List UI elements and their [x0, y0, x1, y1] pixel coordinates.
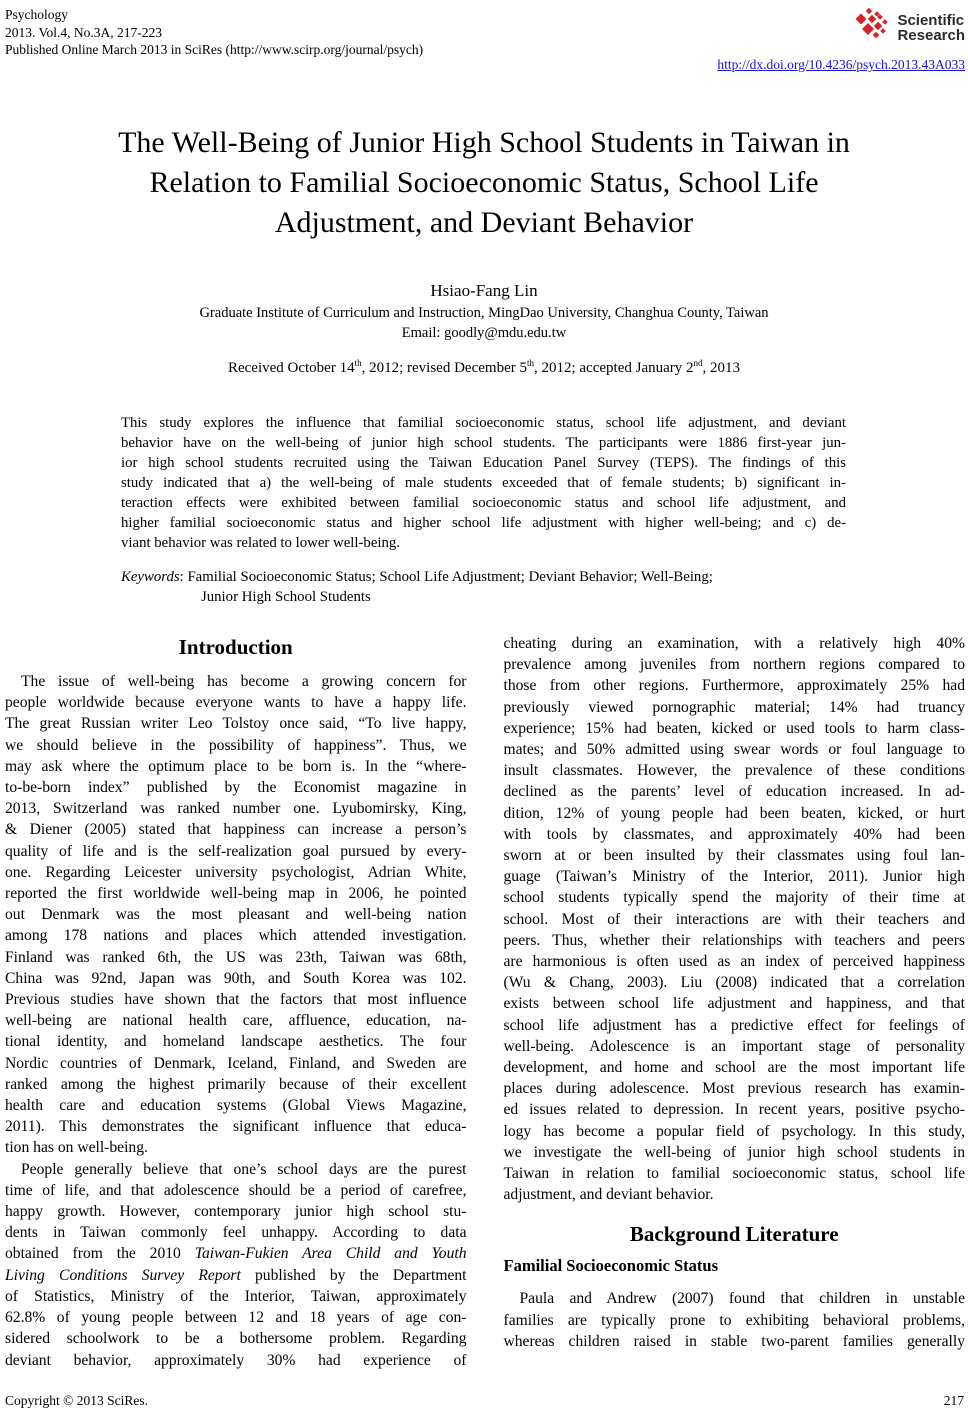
page-header [0, 0, 968, 73]
author-block [0, 279, 968, 343]
right-column [504, 633, 966, 1371]
abstract: This study explores the influence that familial socioeconomic status, school life adjustment, and deviant behavior have on the well-being of junior high school students. The participants were 1886 first-year jun- ior high school students recruited using the Taiwan Education Panel Survey (TEPS). The findings of this study indicated that a) the well-being of male students exceeded that of female students; b) significant in- teraction effects were exhibited between familial socioeconomic status and school life adjustment, and higher familial socioeconomic status and higher school life adjustment with higher well-being; and c) de- viant behavior was related to lower well-being. [121, 415, 846, 551]
revised-text: , 2012; revised December 5 [361, 360, 527, 376]
logo-text-line1: Scientific [897, 11, 965, 29]
year-text: , 2013 [702, 360, 741, 376]
keywords-list: : Familial Socioeconomic Status; School Life Adjustment; Deviant Behavior; Well-Being; [179, 569, 713, 585]
keywords-line1 [121, 567, 846, 587]
published-online: Published Online March 2013 in SciRes (http://www.scirp.org/journal/psych) [5, 42, 424, 57]
background-paragraph-1: Paula and Andrew (2007) found that children in unstable families are typically prone to exhibiting behavioral problems, whereas children raised in stable two-parent families generally [503, 1290, 965, 1350]
section-heading-introduction: Introduction [178, 635, 293, 659]
page-number: 217 [943, 1393, 964, 1408]
section-heading-background-literature: Background Literature [629, 1222, 839, 1247]
red-diamond-cluster-icon [853, 6, 893, 49]
page-footer [5, 1393, 964, 1409]
doi-link[interactable]: http://dx.doi.org/10.4236/psych.2013.43A033 [717, 57, 965, 72]
article-title: The Well-Being of Junior High School Students in Taiwan in Relation to Familial Socioeconomic Status, School Life Adjustment, and Deviant Behavior [118, 126, 850, 239]
keywords-block [121, 567, 846, 607]
publisher-block [717, 6, 965, 73]
left-column [5, 633, 467, 1371]
received-dates [0, 358, 968, 377]
author-affiliation: Graduate Institute of Curriculum and Instruction, MingDao University, Changhua County, Taiwan [199, 305, 769, 321]
received-text: Received October 14 [227, 360, 355, 376]
subsection-heading-familial-ses: Familial Socioeconomic Status [503, 1256, 718, 1276]
copyright-notice: Copyright © 2013 SciRes. [5, 1393, 149, 1408]
scientific-research-logo [853, 6, 965, 49]
ordinal-superscript: th [526, 358, 534, 368]
article-body [5, 633, 965, 1371]
keywords-line2: Junior High School Students [201, 589, 371, 605]
accepted-text: , 2012; accepted January 2 [533, 360, 694, 376]
keywords-label: Keywords [121, 569, 180, 585]
author-email: Email: goodly@mdu.edu.tw [401, 325, 567, 341]
ordinal-superscript: nd [693, 358, 703, 368]
journal-name: Psychology [5, 7, 69, 22]
introduction-paragraph-2: People generally believe that one’s school days are the purest time of life, and that adolescence should be a period of carefree, happy growth. However, contemporary junior high school stu- dents in Taiwan commonly feel unhappy. According to data obtained from the 2010 Taiwan-Fukien Area Child and Youth Living Conditions Survey Report published by the Department of Statistics, Ministry of the Interior, Taiwan, approximately 62.8% of young people between 12 and 18 years of age con- sidered schoolwork to be a bothersome problem. Regarding deviant behavior, approximately 30% had experience of [5, 1160, 467, 1369]
journal-issue: 2013. Vol.4, No.3A, 217-223 [5, 24, 163, 40]
introduction-paragraph-continued: cheating during an examination, with a relatively high 40% prevalence among juveniles from northern regions compared to those from other regions. Furthermore, approximately 25% had previously viewed pornographic material; 14% had truancy experience; 15% had beaten, kicked or used tools to harm class- mates; and 50% admitted using swear words or foul language to insult classmates. However, the prevalence of these conditions declined as the parents’ level of education increased. In ad- dition, 12% of young people had been beaten, kicked, or hurt with tools by classmates, and approximately 40% had been sworn at or been insulted by their classmates using foul lan- guage (Taiwan’s Ministry of the Interior, 2011). Junior high school students typically spend the majority of their time at school. Most of their interactions are with their teachers and peers. Thus, whether their relationships with teachers and peers are harmonious is often used as an index of perceived happiness (Wu & Chang, 2003). Liu (2008) indicated that a correlation exists between school life adjustment and happiness, and that school life adjustment has a predictive effect for feelings of well-being. Adolescence is an important stage of personality development, and home and school are the most important life places during adolescence. Most previous research has examin- ed issues related to depression. In recent years, positive psycho- logy has become a popular field of psychology. In this study, we investigate the well-being of junior high school students in Taiwan in relation to familial socioeconomic status, school life adjustment, and deviant behavior. [503, 635, 965, 1204]
introduction-paragraph-1: The issue of well-being has become a growing concern for people worldwide because everyone wants to have a happy life. The great Russian writer Leo Tolstoy once said, “To live happy, we should believe in the possibility of happiness”. Thus, we may ask where the optimum place to be born is. In the “where- to-be-born index” published by the Economist magazine in 2013, Switzerland was ranked number one. Lyubomirsky, King, & Diener (2005) stated that happiness can increase a person’s quality of life and is the self-realization goal pursued by every- one. Regarding Leicester university psychologist, Adrian White, reported the first worldwide well-being map in 2006, he pointed out Denmark was the most pleasant and well-being nation among 178 nations and places which attended investigation. Finland was ranked 6th, the US was 23th, Taiwan was 68th, China was 92nd, Japan was 90th, and South Korea was 102. Previous studies have shown that the factors that most influence well-being are national health care, affluence, education, na- tional identity, and homeland landscape aesthetics. The four Nordic countries of Denmark, Iceland, Finland, and Sweden are ranked among the highest primarily because of their excellent health care and education systems (Global Views Magazine, 2011). This demonstrates the significant influence that educa- tion has on well-being. [5, 673, 467, 1157]
publisher-name [897, 13, 965, 43]
logo-text-line2: Research [897, 26, 965, 44]
journal-info [5, 6, 423, 73]
ordinal-superscript: th [354, 358, 362, 368]
author-name: Hsiao-Fang Lin [430, 281, 538, 300]
